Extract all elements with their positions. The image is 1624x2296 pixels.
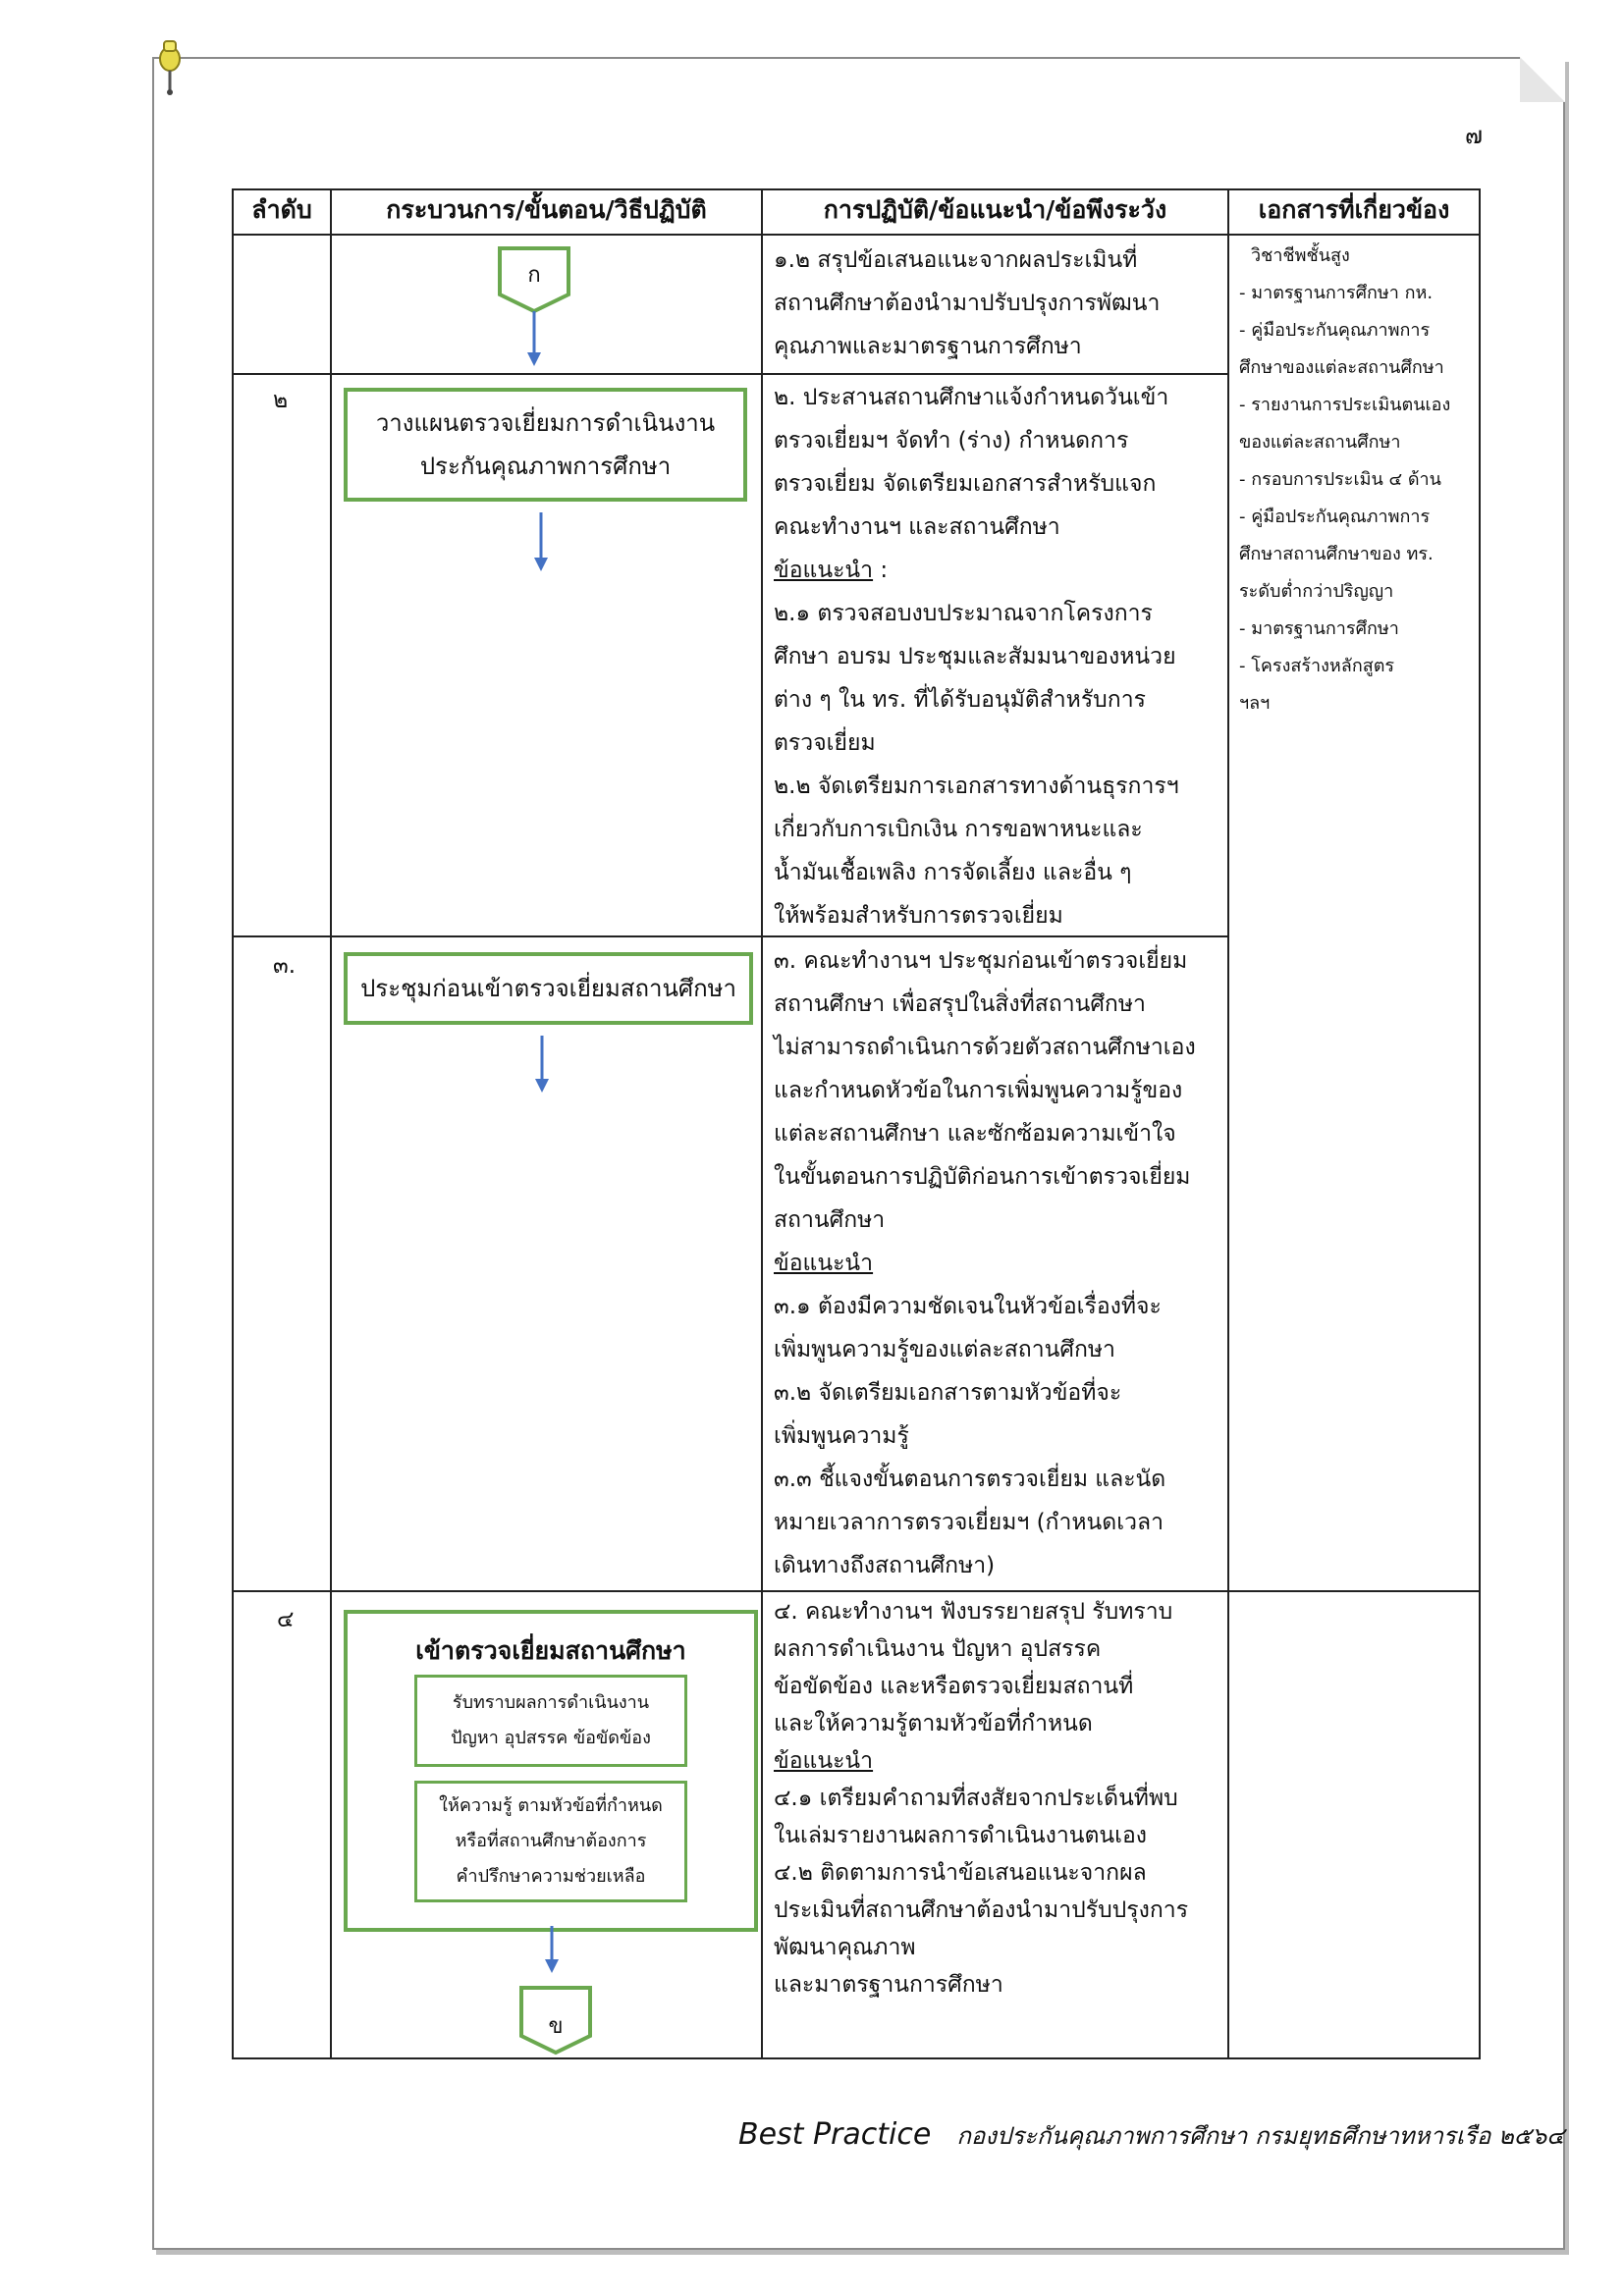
document-line: - มาตรฐานการศึกษา (1239, 618, 1399, 639)
practice-line: ในขั้นตอนการปฏิบัติก่อนการเข้าตรวจเยี่ยม (774, 1164, 1191, 1190)
practice-line: ผลการดำเนินงาน ปัญหา อุปสรรค (774, 1636, 1102, 1662)
header-documents: เอกสารที่เกี่ยวข้อง (1258, 195, 1450, 224)
practice-line: และให้ความรู้ตามหัวข้อที่กำหนด (774, 1711, 1093, 1736)
document-line: - รายงานการประเมินตนเอง (1239, 395, 1451, 415)
sub-box-line: หรือที่สถานศึกษาต้องการ (455, 1831, 647, 1851)
document-line: ของแต่ละสถานศึกษา (1239, 432, 1401, 453)
practice-cell-1-2 (774, 239, 1211, 368)
advice-line: ๓.๑ ต้องมีความชัดเจนในหัวข้อเรื่องที่จะ (774, 1294, 1162, 1319)
advice-line: เพิ่มพูนความรู้ของแต่ละสถานศึกษา (774, 1337, 1115, 1362)
document-line: - มาตรฐานการศึกษา กห. (1239, 283, 1434, 303)
sub-box-line: ปัญหา อุปสรรค ข้อขัดข้อง (451, 1728, 651, 1748)
sub-box-line: คำปรึกษาความช่วยเหลือ (456, 1866, 646, 1887)
practice-line: ๔. คณะทำงานฯ ฟังบรรยายสรุป รับทราบ (774, 1599, 1173, 1625)
document-line: - โครงสร้างหลักสูตร (1239, 656, 1395, 676)
advice-suffix: : (873, 558, 889, 583)
document-line: - คู่มือประกันคุณภาพการ (1239, 507, 1431, 527)
advice-line: ๓.๓ ชี้แจงขั้นตอนการตรวจเยี่ยม และนัด (774, 1467, 1166, 1492)
process-box-line: ประชุมก่อนเข้าตรวจเยี่ยมสถานศึกษา (360, 975, 736, 1002)
sub-box-acknowledge (414, 1675, 687, 1767)
advice-line: เพิ่มพูนความรู้ (774, 1423, 909, 1449)
push-pin-icon (155, 37, 185, 96)
advice-line: ๒.๒ จัดเตรียมการเอกสารทางด้านธุรการฯ (774, 774, 1179, 799)
document-line: ฯลฯ (1239, 693, 1271, 714)
arrow-down-icon (545, 1926, 559, 1975)
practice-line: และกำหนดหัวข้อในการเพิ่มพูนความรู้ของ (774, 1078, 1183, 1103)
connector-label-bottom: ข (548, 2014, 564, 2039)
arrow-down-icon (535, 1036, 549, 1095)
advice-line: ศึกษา อบรม ประชุมและสัมมนาของหน่วย (774, 644, 1176, 669)
process-box-pre-meeting (344, 952, 753, 1025)
practice-line: คณะทำงานฯ และสถานศึกษา (774, 514, 1060, 540)
practice-line: ตรวจเยี่ยม จัดเตรียมเอกสารสำหรับแจก (774, 471, 1157, 497)
advice-line: หมายเวลาการตรวจเยี่ยมฯ (กำหนดเวลา (774, 1510, 1164, 1535)
advice-line: ต่าง ๆ ใน ทร. ที่ได้รับอนุมัติสำหรับการ (774, 687, 1146, 713)
practice-line: ๓. คณะทำงานฯ ประชุมก่อนเข้าตรวจเยี่ยม (774, 948, 1188, 974)
page-number: ๗ (1465, 122, 1484, 149)
advice-line: น้ำมันเชื้อเพลิง การจัดเลี้ยง และอื่น ๆ (774, 860, 1132, 885)
advice-line: ๒.๑ ตรวจสอบงบประมาณจากโครงการ (774, 601, 1153, 626)
advice-line: ๓.๒ จัดเตรียมเอกสารตามหัวข้อที่จะ (774, 1380, 1122, 1406)
advice-line: ให้พร้อมสำหรับการตรวจเยี่ยม (774, 903, 1063, 929)
process-box-line: วางแผนตรวจเยี่ยมการดำเนินงาน (375, 409, 716, 437)
row-number-3: ๓. (273, 953, 297, 979)
page-fold-corner (1520, 57, 1565, 102)
practice-cell-2 (774, 376, 1211, 937)
process-box-plan-visit (344, 388, 747, 502)
footer-best-practice: Best Practice (738, 2117, 932, 2152)
practice-line: สถานศึกษาต้องนำมาปรับปรุงการพัฒนา (774, 291, 1161, 316)
practice-line: แต่ละสถานศึกษา และซักซ้อมความเข้าใจ (774, 1121, 1176, 1147)
document-line: - กรอบการประเมิน ๔ ด้าน (1239, 469, 1441, 490)
sub-box-knowledge (414, 1781, 687, 1902)
row-number-2: ๒ (273, 388, 289, 413)
practice-line: ๑.๒ สรุปข้อเสนอแนะจากผลประเมินที่ (774, 247, 1138, 273)
document-line: ระดับต่ำกว่าปริญญา (1239, 581, 1394, 602)
advice-label: ข้อแนะนำ (774, 1251, 874, 1276)
advice-line: ๔.๑ เตรียมคำถามที่สงสัยจากประเด็นที่พบ (774, 1786, 1178, 1811)
practice-line: ไม่สามารถดำเนินการด้วยตัวสถานศึกษาเอง (774, 1035, 1196, 1060)
header-process: กระบวนการ/ขั้นตอน/วิธีปฏิบัติ (386, 195, 707, 224)
advice-line: ๔.๒ ติดตามการนำข้อเสนอแนะจากผล (774, 1860, 1147, 1886)
footer-org: กองประกันคุณภาพการศึกษา กรมยุทธศึกษาทหารเรือ ๒๕๖๔ (956, 2122, 1565, 2150)
row-number-4: ๔ (277, 1607, 295, 1632)
sub-box-line: รับทราบผลการดำเนินงาน (452, 1692, 650, 1713)
practice-line: สถานศึกษา (774, 1207, 886, 1233)
advice-label: ข้อแนะนำ (774, 1748, 874, 1774)
advice-line: เกี่ยวกับการเบิกเงิน การขอพาหนะและ (774, 817, 1143, 842)
practice-line: สถานศึกษา เพื่อสรุปในสิ่งที่สถานศึกษา (774, 991, 1146, 1017)
header-practice: การปฏิบัติ/ข้อแนะนำ/ข้อพึงระวัง (823, 195, 1167, 224)
advice-line: เดินทางถึงสถานศึกษา) (774, 1553, 996, 1578)
practice-line: ๒. ประสานสถานศึกษาแจ้งกำหนดวันเข้า (774, 385, 1169, 410)
advice-label: ข้อแนะนำ (774, 558, 874, 583)
practice-line: ข้อขัดข้อง และหรือตรวจเยี่ยมสถานที่ (774, 1674, 1134, 1699)
process-box-visit-school (344, 1610, 758, 1932)
advice-heading (774, 549, 1211, 592)
advice-line: พัฒนาคุณภาพ (774, 1935, 916, 1960)
document-line: ศึกษาของแต่ละสถานศึกษา (1239, 357, 1444, 378)
document-line: วิชาชีพชั้นสูง (1251, 245, 1350, 266)
arrow-down-icon (534, 512, 548, 573)
process-box-line: ประกันคุณภาพการศึกษา (419, 453, 672, 480)
header-order: ลำดับ (251, 195, 312, 224)
sub-box-line: ให้ความรู้ ตามหัวข้อที่กำหนด (439, 1795, 663, 1816)
documents-cell (1239, 238, 1485, 722)
practice-line: ตรวจเยี่ยมฯ จัดทำ (ร่าง) กำหนดการ (774, 428, 1129, 454)
document-line: - คู่มือประกันคุณภาพการ (1239, 320, 1431, 341)
advice-line: และมาตรฐานการศึกษา (774, 1972, 1003, 1998)
advice-line: ในเล่มรายงานผลการดำเนินงานตนเอง (774, 1823, 1148, 1848)
advice-line: ประเมินที่สถานศึกษาต้องนำมาปรับปรุงการ (774, 1897, 1189, 1923)
advice-line: ตรวจเยี่ยม (774, 730, 876, 756)
document-line: ศึกษาสถานศึกษาของ ทร. (1239, 544, 1434, 564)
process-box-title: เข้าตรวจเยี่ยมสถานศึกษา (415, 1636, 686, 1665)
practice-line: คุณภาพและมาตรฐานการศึกษา (774, 334, 1082, 359)
connector-label-top: ก (527, 263, 541, 288)
arrow-down-icon (527, 311, 541, 368)
practice-cell-4 (774, 1593, 1211, 2003)
page-footer (738, 2116, 1565, 2155)
practice-cell-3 (774, 939, 1211, 1587)
